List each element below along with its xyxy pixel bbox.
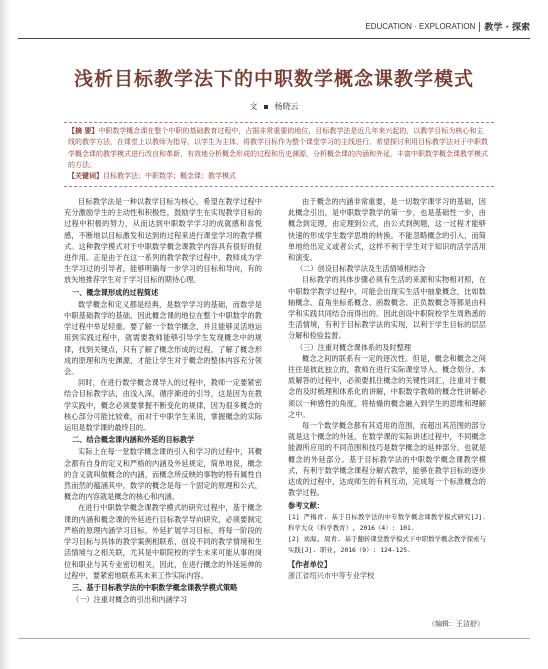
keywords-paragraph: [68, 171, 490, 182]
references-heading: 参考文献：: [288, 501, 324, 511]
subsection-heading: （二）创设目标教学法及生活情境相结合: [296, 264, 426, 274]
body-paragraph: 目标教学的具体步骤必须有生活的来源和实物相对照，在中职数学教学过程中，可能会出现实生活中抽象概念，比如数轴概念、直角坐标系概念、函数概念、正负数概念等都是由科学和实践共同结合而得出的。因此创设中职院校学生周熟悉的生活情境，有利于目标教学法的实现，以利于学生目标的层层分解和检验监督。: [288, 275, 486, 341]
abstract-paragraph: [68, 126, 490, 171]
header-section-zh: 教学 · 探索: [484, 23, 530, 33]
right-column: [288, 196, 486, 581]
body-paragraph: 在进行中职数学概念课教学模式的研究过程中，基于概念课的内涵和概念课的外延进行目标教学导向研究，必须要制定严格的原理内涵学习目标，外延扩展学习目标，将每一阶段的学习目标与具体的教学案例相联系，创设不同的教学情境和生活情境与之相关联，尤其是中职院校的学生未来可能从事的岗位和职业与其专业密切相关，因此，在进行概念的外延延伸的过程中，要紧密地联系其未来工作实际内容。: [64, 503, 262, 580]
body-paragraph: 数学概念和定义都是经典，是数学学习的基础，而数学是中职基础教学的基础，因此概念课的地位在整个中职数学的教学过程中举足轻重。要了解一个数学概念，并且能够灵活地运用到实践过程中，就需要教师能够引导学生发现概念中的规律，找到关键点，只有了解了概念形成的过程，了解了概念形成的原理和历史渊源，才能让学生对于概念的整体内容充分领会。: [64, 299, 262, 377]
author-bullet-icon: [264, 105, 268, 109]
section-heading: 三、基于目标教学法的中职数学概念课教学模式策略: [72, 582, 238, 592]
subsection-heading: （一）注重对概念的引出和内涵学习: [72, 595, 188, 605]
body-paragraph: 实际上在每一堂数学概念课的引入和学习的过程中，其概念都有自身的定义和严格的内涵及外延规定，简单地说，概念的含义就叫做概念的内涵，而概念所反映的事物的特有属性自然而然的蕴涵其中。数学的概念是每一个固定的原理和公式，概念的内容就是概念的核心和内涵。: [64, 447, 262, 502]
section-heading: 一、概念课形成的过程简述: [72, 287, 159, 297]
body-paragraph: 由于概念的内涵非常重要，是一切数学课学习的基础，因此概念引出，是中职数学教学的第一步，也是基础性一步，由概念到定理，由定理到公式，由公式到例题，这一过程才能够快速的形成学生数学思维的转换。不能忽略概念的引入，而简单地给出定义或者公式，这样不利于学生对于知识的活学活用和演变。: [288, 197, 486, 263]
abstract-text: 中职数学概念课在整个中职的基础教育过程中，占据非常重要的地位，目标教学法是近几年来兴起的，以教学目标为核心和主线的教学方法，在课堂上以教师为指导、以学生为主体，将教学目标作为整个课堂学习的主线进行。希望探讨利用目标教学法对于中职数学概念课的教学模式进行改良和革新，有效地分析概念形成的过程和历史渊源，分析概念课的内涵和外延，丰富中职数学概念课教学模式的方法。: [68, 127, 488, 169]
footer-rule: [18, 638, 530, 639]
keywords-text: 目标教学法；中职数学；概念课；教学模式: [103, 172, 236, 181]
running-header: [365, 20, 530, 33]
header-rule: [18, 38, 530, 39]
article-title: 浅析目标教学法下的中职数学概念课教学模式: [73, 68, 474, 90]
header-section-en: EDUCATION · EXPLORATION: [365, 22, 476, 31]
section-heading: 二、结合概念课内涵和外延的目标教学: [72, 435, 195, 445]
body-paragraph: 每一个数学概念都有其适用的范围，而超出其范围的部分就是这个概念的外延，在数学课的实际讲述过程中，不同概念能源所应用的不同范围和技巧是数学概念的延伸部分，也就是概念的外延部分。基于目标教学法的中职数学概念课教学模式，有利于数学概念课程分解式教学，能够在教学目标的逐步达成的过程中，达成师生的有利互动，完成每一个标准概念的教学过程。: [288, 421, 486, 498]
author-name: 杨晓云: [274, 102, 299, 111]
author-prefix: 文: [249, 102, 258, 111]
reference-item: [1] 严梅青. 基于目标教学法的中专数学概念课教学模式研究[J]. 科学大众（科学教育）, 2016（4）: 101.: [288, 512, 486, 532]
body-paragraph: 同时，在进行数学概念课导入的过程中，教师一定要紧密结合目标教学法，由浅入深，循序渐进的引导，这是因为在教学实践中，概念必须要掌握不断变化的规律，因为很多概念的核心部分可能比较难，而对于中职学生来说，掌握概念的实际运用是数学课的最终目的。: [64, 378, 262, 433]
body-paragraph: 目标教学法是一种以教学目标为核心，希望在教学过程中充分激励学生的主动性和积极性，鼓励学生在实现教学目标的过程中积极的努力，从而达到中职数学学习的成就感和喜悦感，不断地以目标激发和达到的过程来进行课堂学习的教学模式。这种教学模式对于中职数学概念课教学内容具有很好的促进作用。正是由于在这一系列的教学教学过程中，教师成为学生学习过的引导者，能够明确每一步学习的目标和导向，有的放矢地推荐学生对于学习目标的期待心理。: [64, 197, 262, 285]
keywords-label: 【关键词】: [68, 172, 103, 181]
body-paragraph: 概念之间的联系有一定的逐次性。但是，概念和概念之间往往是彼此独立的，教师在进行实际课堂导入、概念划分、本质解答的过程中，必须要抓住概念的关键性词汇，注重对于概念的及时梳理和体系化的讲解，中职数学教师的概念性讲解必须以一种感性的角度，将枯燥的概念融入到学生的思维和理解之中。: [288, 353, 486, 419]
editor-note: （编辑：王洁舒）: [428, 620, 484, 628]
author-unit-name: 浙江省绍兴市中等专业学校: [288, 570, 375, 580]
author-unit-label: 【作者单位】: [288, 559, 332, 569]
abstract-label: 【摘 要】: [68, 127, 99, 135]
header-divider: [479, 22, 480, 32]
left-column: [64, 196, 262, 605]
abstract-box: [64, 122, 494, 187]
reference-item: [2] 刘海, 周青. 基于翻转课堂教学模式下中职数学概念教学探索与实践[J]. 职业, 2016（9）: 124-125.: [288, 535, 486, 555]
author-line: [0, 101, 548, 112]
subsection-heading: （三）注重对概念课体系的及时整理: [296, 342, 412, 352]
